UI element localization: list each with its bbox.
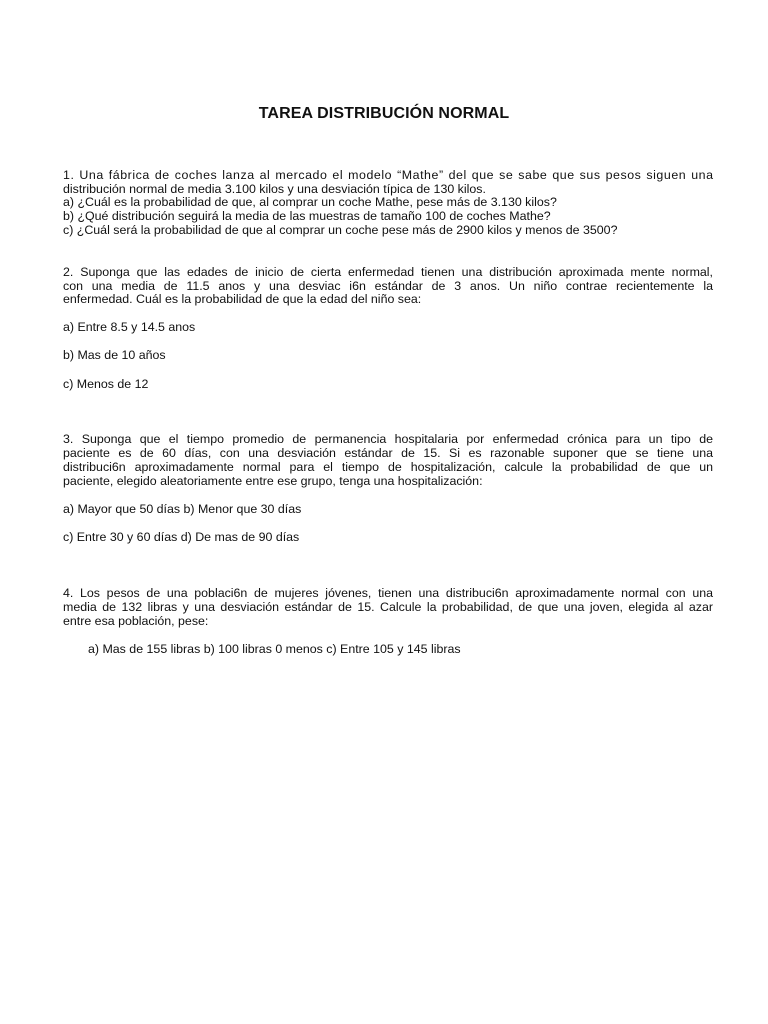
problem-4-statement-line-1: 4. Los pesos de una poblaci6n de mujeres jóvenes, tienen una distribuci6n aproximadamente normal con una: [63, 586, 713, 600]
problem-4-options: a) Mas de 155 libras b) 100 libras 0 menos c) Entre 105 y 145 libras: [88, 642, 461, 656]
problem-2-statement-line-3: enfermedad. Cuál es la probabilidad de que la edad del niño sea:: [63, 292, 422, 306]
problem-1-question-c: c) ¿Cuál será la probabilidad de que al comprar un coche pese más de 2900 kilos y menos de 3500?: [63, 223, 618, 237]
problem-4-statement-line-3: entre esa población, pese:: [63, 614, 209, 628]
problem-4-statement-line-2: media de 132 libras y una desviación estándar de 15. Calcule la probabilidad, de que una joven, elegida al azar: [63, 600, 713, 614]
document-title: TAREA DISTRIBUCIÓN NORMAL: [258, 105, 510, 122]
problem-2-statement-line-1: 2. Suponga que las edades de inicio de cierta enfermedad tienen una distribución aproximada mente normal,: [63, 265, 713, 279]
problem-1-statement-line-1: 1. Una fábrica de coches lanza al mercado el modelo “Mathe” del que se sabe que sus pesos siguen una: [63, 168, 714, 182]
problem-1-question-a: a) ¿Cuál es la probabilidad de que, al comprar un coche Mathe, pese más de 3.130 kilos?: [63, 195, 557, 209]
problem-2-question-b: b) Mas de 10 años: [63, 348, 166, 362]
problem-3-statement-line-2: paciente es de 60 días, con una desviación estándar de 15. Si es razonable suponer que se tiene una: [63, 446, 713, 460]
problem-2-statement-line-2: con una media de 11.5 anos y una desviac i6n estándar de 3 anos. Un niño contrae recientemente la: [63, 279, 713, 293]
problem-3-statement-line-3: distribuci6n aproximadamente normal para el tiempo de hospitalización, calcule la probabilidad de que un: [63, 460, 713, 474]
problem-2-question-c: c) Menos de 12: [63, 377, 149, 391]
problem-3-questions-c-d: c) Entre 30 y 60 días d) De mas de 90 días: [63, 530, 300, 544]
problem-2-question-a: a) Entre 8.5 y 14.5 anos: [63, 320, 196, 334]
problem-3-questions-a-b: a) Mayor que 50 días b) Menor que 30 días: [63, 502, 302, 516]
problem-1-question-b: b) ¿Qué distribución seguirá la media de las muestras de tamaño 100 de coches Mathe?: [63, 209, 551, 223]
problem-3-statement-line-1: 3. Suponga que el tiempo promedio de permanencia hospitalaria por enfermedad crónica para un tipo de: [63, 432, 713, 446]
problem-1-statement-line-2: distribución normal de media 3.100 kilos y una desviación típica de 130 kilos.: [63, 182, 486, 196]
problem-3-statement-line-4: paciente, elegido aleatoriamente entre ese grupo, tenga una hospitalización:: [63, 474, 483, 488]
